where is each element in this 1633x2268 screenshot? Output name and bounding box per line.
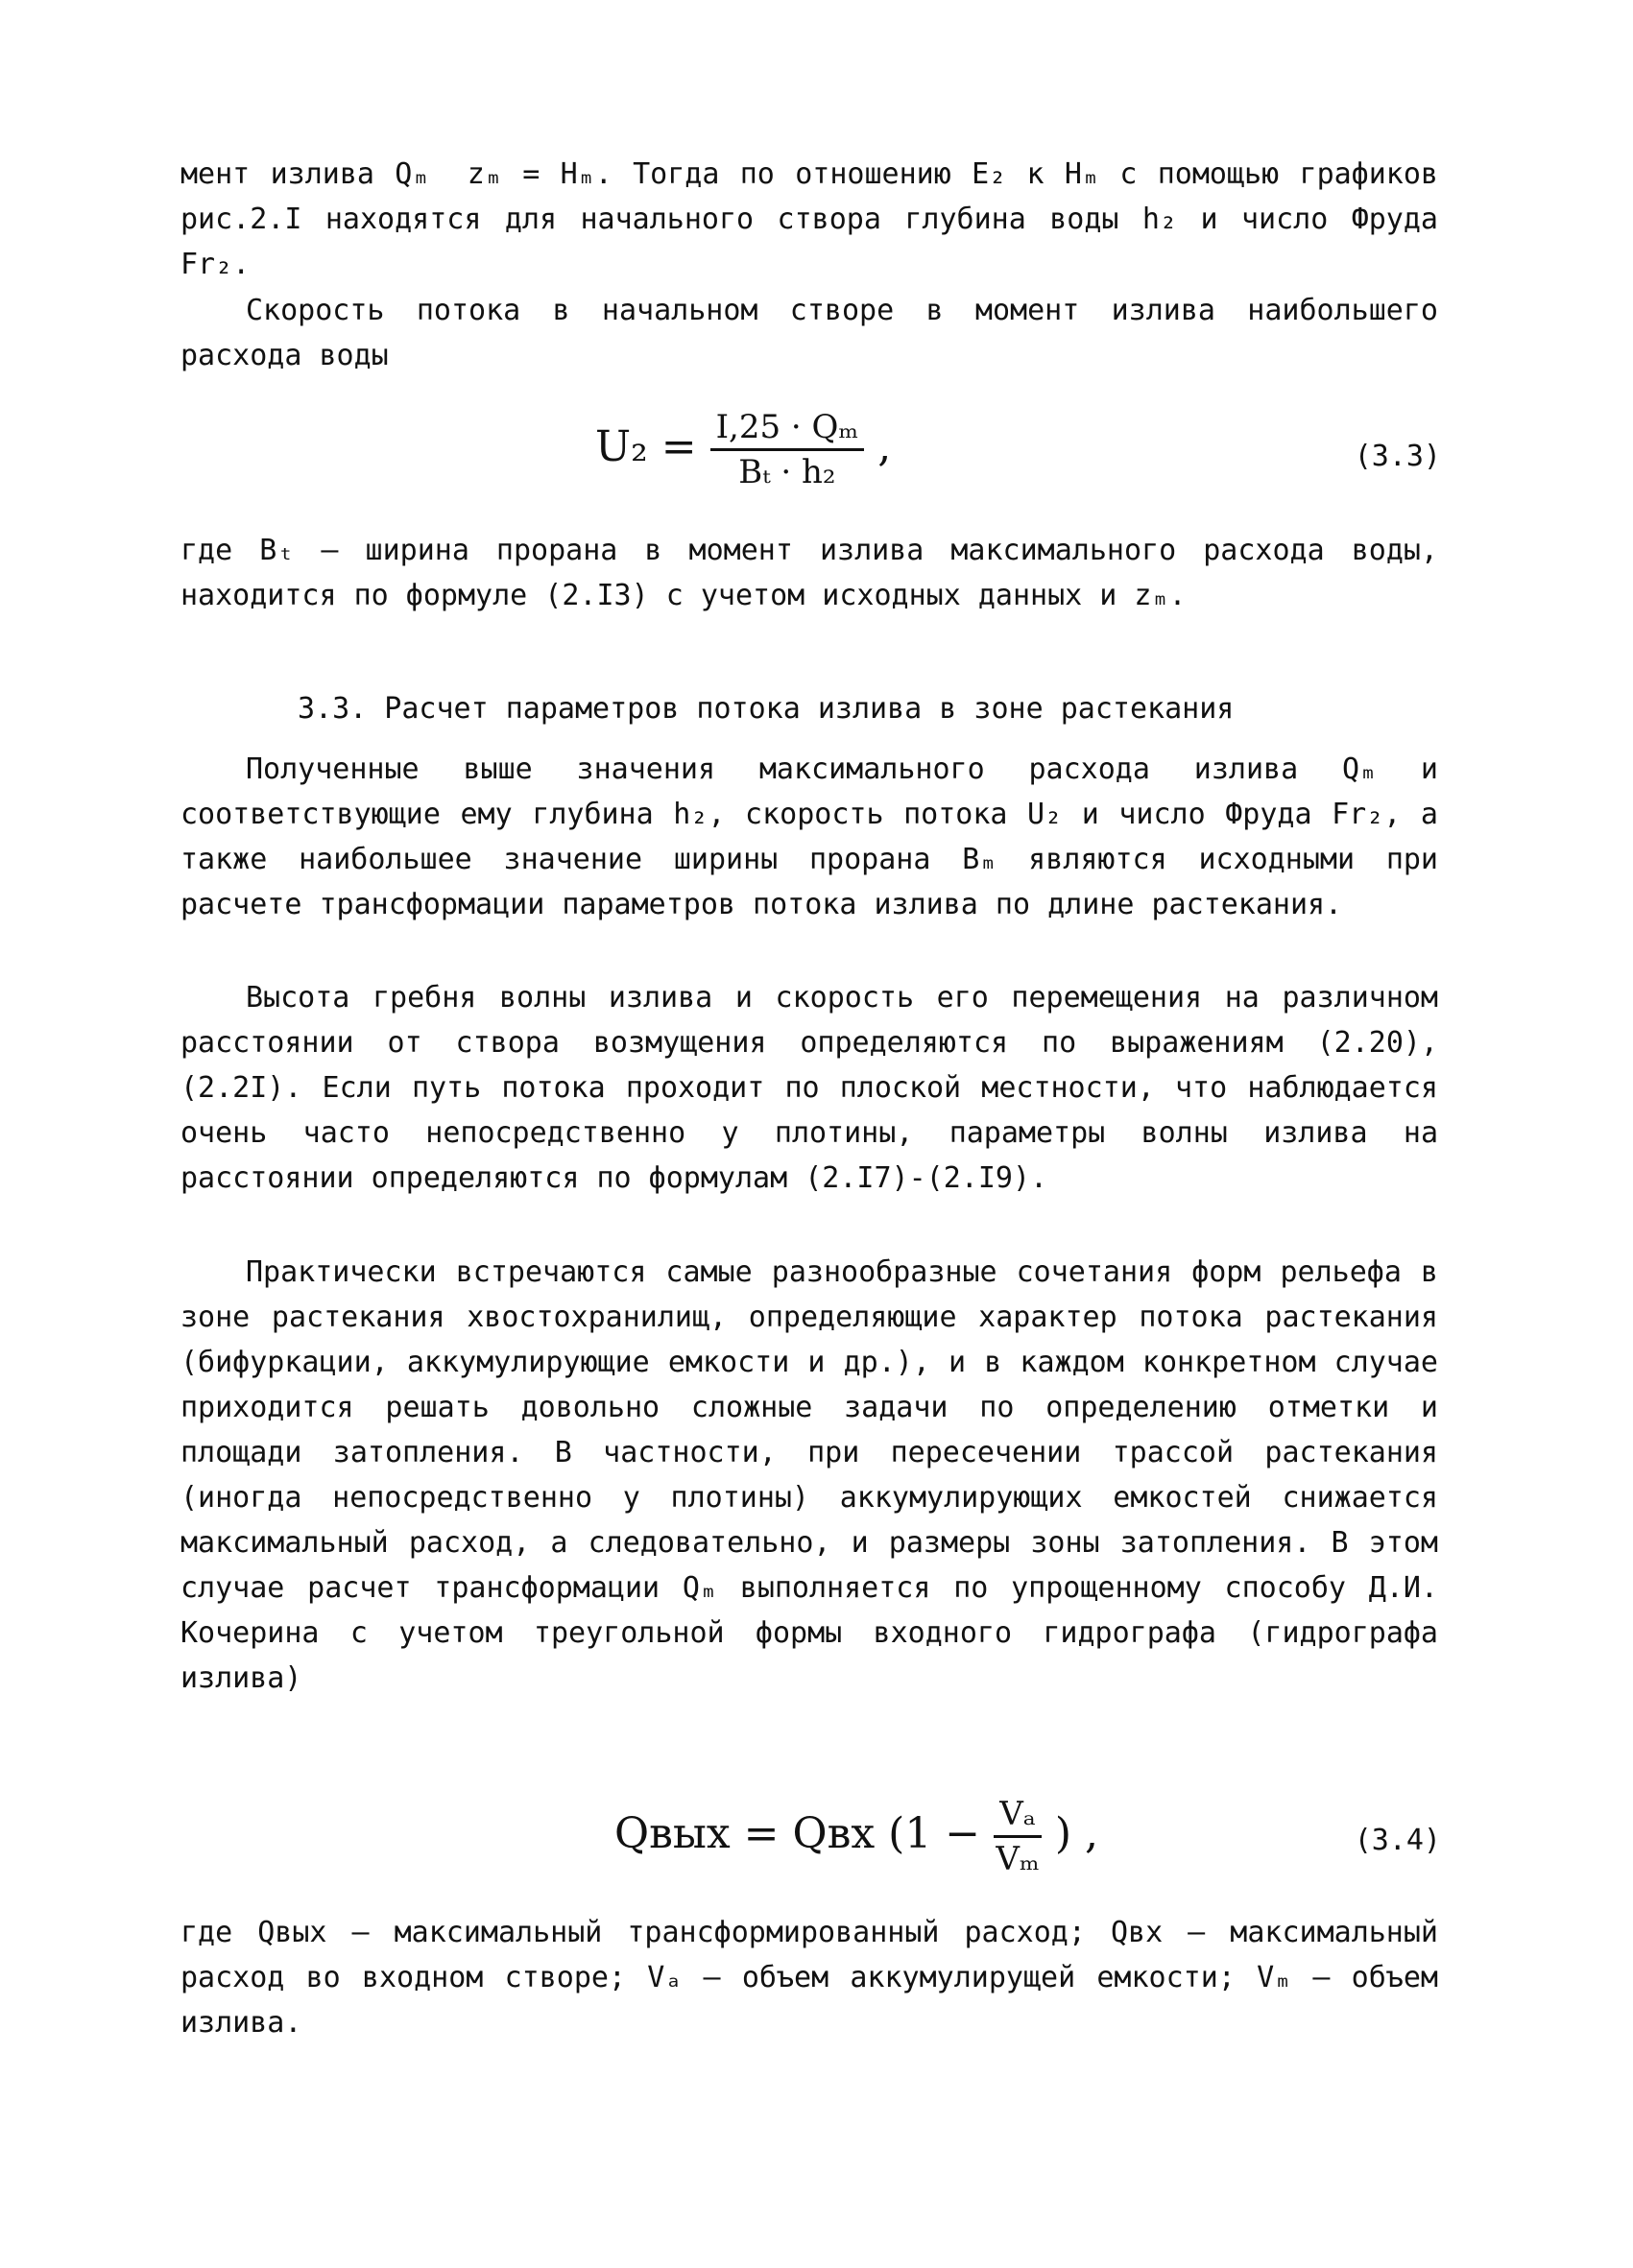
paragraph-initial-values: Полученные выше значения максимального расхода излива Qₘ и соответствующие ему глубина h₂, скорость потока U₂ и число Фруда Fr₂, а также наибольшее значение ширины прорана Bₘ являются исходными при расчете трансформации параметров потока излива по длине растекания. bbox=[180, 752, 1438, 921]
paragraph-relief-forms: Практически встречаются самые разнообразные сочетания форм рельефа в зоне растекания хвостохранилищ, определяющие характер потока растекания (бифуркации, аккумулирующие емкости и др.), и в каждом конкретном случае приходится решать довольно сложные задачи по определению отметки и площади затопления. В частности, при пересечении трассой растекания (иногда непосредственно у плотины) аккумулирующих емкостей снижается максимальный расход, а следовательно, и размеры зоны затопления. В этом случае расчет трансформации Qₘ выполняется по упрощенному способу Д.И. Кочерина с учетом треугольной формы входного гидрографа (гидрографа излива) bbox=[180, 1255, 1438, 1695]
section-heading-3-3: 3.3. Расчет параметров потока излива в зоне растекания bbox=[298, 692, 1235, 726]
equation-3-3-tail: , bbox=[877, 422, 892, 471]
equation-3-3-fraction bbox=[710, 408, 865, 491]
equation-3-4-denominator: Vₘ bbox=[996, 1840, 1040, 1878]
equation-3-4-numerator: Vₐ bbox=[994, 1795, 1042, 1838]
paragraph-continuation: мент излива Qₘ zₘ = Hₘ. Тогда по отношению E₂ к Hₘ с помощью графиков рис.2.I находятся для начального створа глубина воды h₂ и число Фруда Fr₂. bbox=[180, 157, 1438, 281]
equation-3-4-tail: ) , bbox=[1054, 1809, 1098, 1858]
equation-3-3-numerator: I,25 · Qₘ bbox=[710, 408, 865, 451]
equation-3-3-number: (3.3) bbox=[1354, 440, 1441, 473]
equation-3-3-lhs: U₂ = bbox=[595, 422, 697, 471]
paragraph-definition-bt: где Bₜ – ширина прорана в момент излива максимального расхода воды, находится по формуле (2.I3) с учетом исходных данных и zₘ. bbox=[180, 534, 1438, 612]
equation-3-4-fraction bbox=[994, 1795, 1042, 1878]
equation-3-3 bbox=[595, 408, 891, 491]
equation-3-3-denominator: Bₜ · h₂ bbox=[738, 453, 836, 491]
equation-3-4 bbox=[614, 1795, 1098, 1878]
paragraph-wave-crest: Высота гребня волны излива и скорость его перемещения на различном расстоянии от створа возмущения определяются по выражениям (2.20), (2.2I). Если путь потока проходит по плоской местности, что наблюдается очень часто непосредственно у плотины, параметры волны излива на расстоянии определяются по формулам (2.I7)-(2.I9). bbox=[180, 981, 1438, 1195]
equation-3-4-lhs: Qвых = Qвх (1 − bbox=[614, 1809, 981, 1858]
equation-3-4-number: (3.4) bbox=[1354, 1824, 1441, 1857]
paragraph-flow-velocity: Скорость потока в начальном створе в момент излива наибольшего расхода воды bbox=[180, 294, 1438, 372]
paragraph-definition-q: где Qвых – максимальный трансформированный расход; Qвх – максимальный расход во входном створе; Vₐ – объем аккумулирущей емкости; Vₘ – объем излива. bbox=[180, 1916, 1438, 2040]
